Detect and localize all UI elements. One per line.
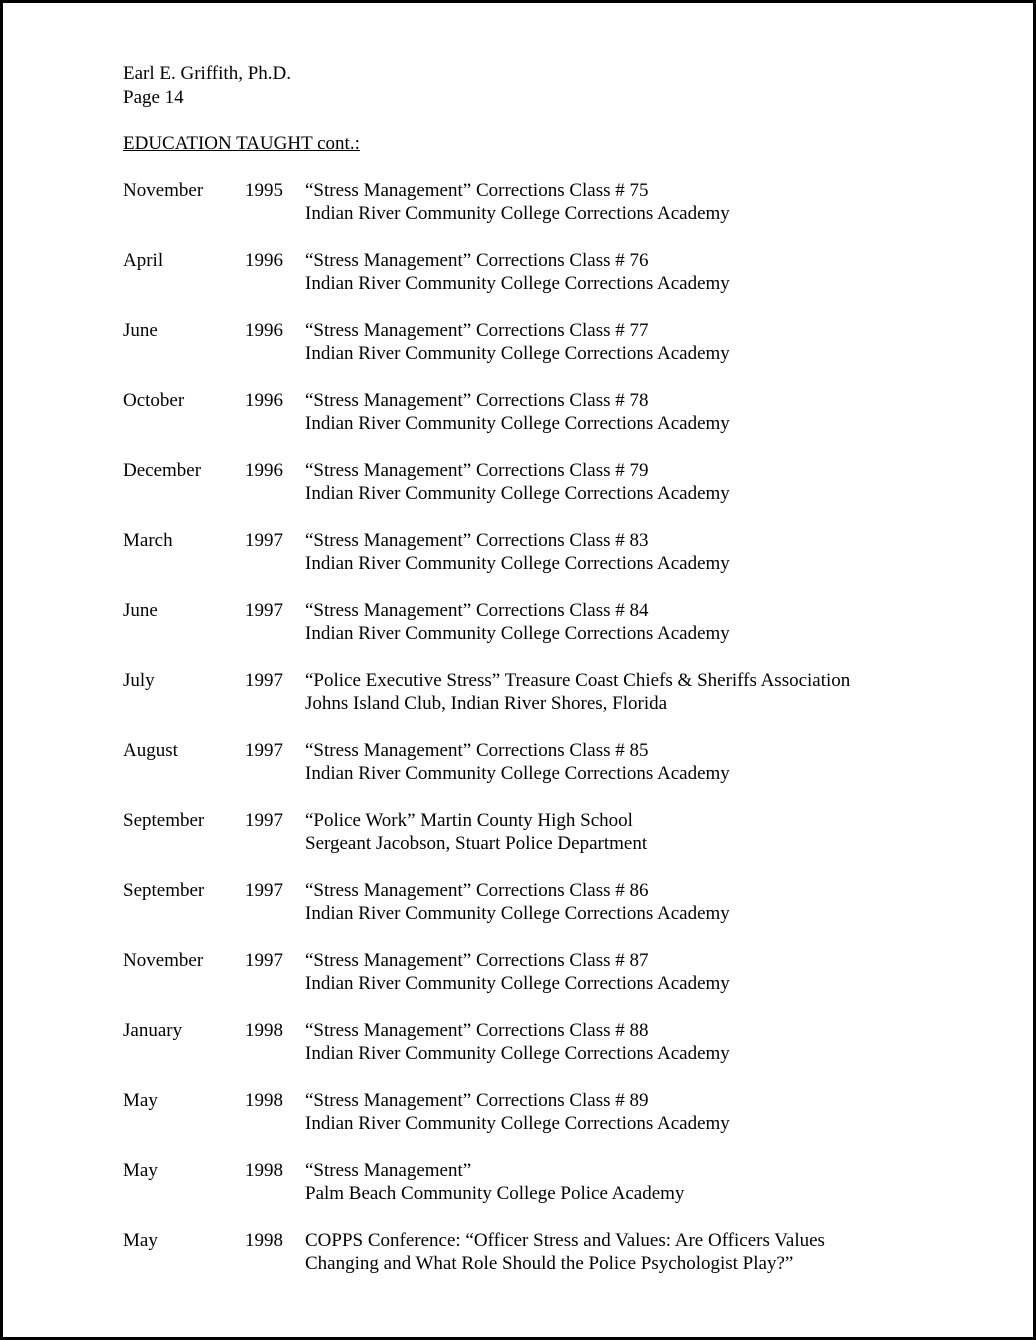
entry-description (305, 1159, 1003, 1229)
entry-venue: Indian River Community College Corrections Academy (305, 273, 730, 294)
list-item (123, 1159, 1003, 1229)
entry-description (305, 529, 1003, 599)
entry-description (305, 879, 1003, 949)
entry-month: May (123, 1089, 158, 1111)
list-item (123, 459, 1003, 529)
entry-month: July (123, 669, 155, 691)
entry-title: “Stress Management” Corrections Class # 78 (305, 389, 649, 411)
entry-venue: Indian River Community College Corrections Academy (305, 763, 730, 784)
list-item (123, 949, 1003, 1019)
entry-year: 1997 (245, 809, 283, 831)
entry-title: “Stress Management” Corrections Class # 86 (305, 879, 649, 901)
entry-venue: Indian River Community College Corrections Academy (305, 343, 730, 364)
list-item (123, 529, 1003, 599)
entry-description (305, 1019, 1003, 1089)
entry-description (305, 459, 1003, 529)
entry-venue: Johns Island Club, Indian River Shores, Florida (305, 693, 668, 714)
list-item (123, 1229, 1003, 1299)
entry-title: “Stress Management” Corrections Class # 76 (305, 249, 649, 271)
entry-title: “Stress Management” Corrections Class # 77 (305, 319, 649, 341)
entry-venue: Indian River Community College Corrections Academy (305, 1043, 730, 1064)
entry-month: May (123, 1159, 158, 1181)
entry-venue: Indian River Community College Corrections Academy (305, 203, 730, 224)
entry-title: “Stress Management” (305, 1159, 472, 1181)
section-heading: EDUCATION TAUGHT cont.: (123, 133, 360, 154)
entry-year: 1996 (245, 249, 283, 271)
entry-description (305, 809, 1003, 879)
entry-year: 1998 (245, 1229, 283, 1251)
entry-venue: Changing and What Role Should the Police Psychologist Play?” (305, 1253, 794, 1274)
entry-description (305, 179, 1003, 249)
list-item (123, 319, 1003, 389)
list-item (123, 389, 1003, 459)
entry-description (305, 949, 1003, 1019)
entry-month: December (123, 459, 202, 481)
entry-description (305, 739, 1003, 809)
entry-title: “Stress Management” Corrections Class # 83 (305, 529, 649, 551)
entry-title: “Stress Management” Corrections Class # 75 (305, 179, 649, 201)
entry-venue: Sergeant Jacobson, Stuart Police Department (305, 833, 648, 854)
entry-title: “Stress Management” Corrections Class # 85 (305, 739, 649, 761)
entry-year: 1997 (245, 739, 283, 761)
entry-title: “Stress Management” Corrections Class # 89 (305, 1089, 649, 1111)
entry-year: 1998 (245, 1089, 283, 1111)
entry-month: September (123, 809, 205, 831)
entry-year: 1996 (245, 459, 283, 481)
entry-venue: Palm Beach Community College Police Academy (305, 1183, 685, 1204)
list-item (123, 1019, 1003, 1089)
entry-year: 1997 (245, 599, 283, 621)
entry-venue: Indian River Community College Corrections Academy (305, 483, 730, 504)
entry-month: May (123, 1229, 158, 1251)
list-item (123, 879, 1003, 949)
entry-month: November (123, 949, 204, 971)
entry-venue: Indian River Community College Corrections Academy (305, 903, 730, 924)
entry-year: 1998 (245, 1159, 283, 1181)
entry-description (305, 319, 1003, 389)
document-page (123, 62, 1003, 1299)
list-item (123, 599, 1003, 669)
author-name: Earl E. Griffith, Ph.D. (123, 63, 291, 84)
entry-year: 1997 (245, 529, 283, 551)
entry-month: November (123, 179, 204, 201)
entry-month: March (123, 529, 173, 551)
entry-description (305, 389, 1003, 459)
entry-year: 1996 (245, 389, 283, 411)
entry-month: April (123, 249, 164, 271)
entry-title: “Stress Management” Corrections Class # 84 (305, 599, 649, 621)
entry-month: September (123, 879, 205, 901)
entry-title: “Stress Management” Corrections Class # 79 (305, 459, 649, 481)
entry-description (305, 249, 1003, 319)
entry-month: June (123, 319, 158, 341)
entry-year: 1996 (245, 319, 283, 341)
entry-title: COPPS Conference: “Officer Stress and Values: Are Officers Values (305, 1229, 825, 1251)
entries-list (123, 179, 1003, 1299)
entry-title: “Police Work” Martin County High School (305, 809, 633, 831)
list-item (123, 739, 1003, 809)
entry-description (305, 599, 1003, 669)
entry-venue: Indian River Community College Corrections Academy (305, 1113, 730, 1134)
entry-venue: Indian River Community College Corrections Academy (305, 553, 730, 574)
entry-year: 1997 (245, 949, 283, 971)
page-number: Page 14 (123, 86, 184, 108)
list-item (123, 669, 1003, 739)
entry-month: August (123, 739, 178, 761)
entry-title: “Police Executive Stress” Treasure Coast Chiefs & Sheriffs Association (305, 669, 851, 691)
entry-year: 1998 (245, 1019, 283, 1041)
list-item (123, 1089, 1003, 1159)
entry-venue: Indian River Community College Corrections Academy (305, 973, 730, 994)
list-item (123, 249, 1003, 319)
entry-venue: Indian River Community College Corrections Academy (305, 413, 730, 434)
list-item (123, 809, 1003, 879)
entry-description (305, 1229, 1003, 1299)
entry-month: January (123, 1019, 183, 1041)
entry-month: June (123, 599, 158, 621)
entry-title: “Stress Management” Corrections Class # 88 (305, 1019, 649, 1041)
entry-year: 1997 (245, 669, 283, 691)
entry-month: October (123, 389, 185, 411)
entry-title: “Stress Management” Corrections Class # 87 (305, 949, 649, 971)
list-item (123, 179, 1003, 249)
entry-year: 1995 (245, 179, 283, 201)
entry-description (305, 669, 1003, 739)
entry-venue: Indian River Community College Corrections Academy (305, 623, 730, 644)
entry-year: 1997 (245, 879, 283, 901)
entry-description (305, 1089, 1003, 1159)
